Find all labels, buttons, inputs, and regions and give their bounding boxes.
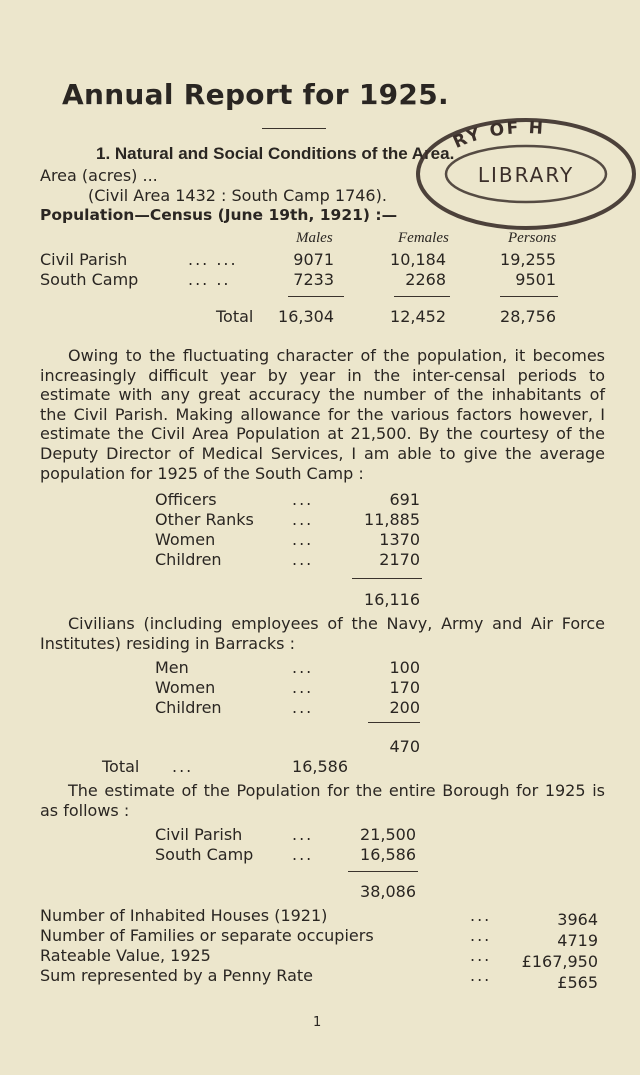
civilian-label: Men [155, 658, 189, 677]
census-row-label: Civil Parish [40, 250, 128, 269]
leader-dots: ... ... [188, 250, 238, 269]
census-total: 12,452 [390, 307, 446, 326]
military-value: 2170 [379, 550, 420, 569]
population-label: Population—Census (June 19th, 1921) :— [40, 206, 398, 224]
header-males: Males [296, 230, 333, 246]
census-total-label: Total [216, 307, 254, 326]
estimate-value: 21,500 [360, 825, 416, 844]
estimate-rule [348, 871, 418, 872]
estimate-label: South Camp [155, 845, 254, 864]
census-value: 10,184 [390, 250, 446, 269]
civilian-value: 200 [389, 698, 420, 717]
military-value: 691 [389, 490, 420, 509]
leader-dots: ... [292, 698, 314, 717]
civilians-text: Civilians (including employees of the Navy, Army and Air Force Institutes) residing in Barracks : [40, 614, 605, 653]
military-label: Officers [155, 490, 217, 509]
leader-dots: ... [470, 966, 492, 985]
estimate-label: Civil Parish [155, 825, 243, 844]
header-persons: Persons [508, 230, 557, 246]
leader-dots: ... [470, 926, 492, 945]
civilian-total: 16,586 [292, 757, 348, 776]
census-value: 7233 [293, 270, 334, 289]
population-paragraph [40, 346, 605, 483]
leader-dots: ... .. [188, 270, 231, 289]
military-label: Other Ranks [155, 510, 254, 529]
estimate-total: 38,086 [360, 882, 416, 901]
header-females: Females [398, 230, 449, 246]
stat-label: Rateable Value, 1925 [40, 946, 211, 965]
leader-dots: ... [292, 550, 314, 569]
census-value: 9071 [293, 250, 334, 269]
stamp-mid-text: LIBRARY [477, 163, 575, 187]
area-label: Area (acres) ... [40, 166, 158, 185]
page-number: 1 [313, 1015, 322, 1030]
census-row-label: South Camp [40, 270, 139, 289]
civilian-value: 170 [389, 678, 420, 697]
military-value: 1370 [379, 530, 420, 549]
stat-value: 4719 [557, 931, 598, 950]
census-value: 19,255 [500, 250, 556, 269]
military-value: 11,885 [364, 510, 420, 529]
civilian-total-label: Total [102, 757, 140, 776]
civilian-value: 100 [389, 658, 420, 677]
stat-label: Sum represented by a Penny Rate [40, 966, 313, 985]
military-rule [352, 578, 422, 579]
estimate-value: 16,586 [360, 845, 416, 864]
stat-value: 3964 [557, 910, 598, 929]
leader-dots: ... [292, 530, 314, 549]
area-detail: (Civil Area 1432 : South Camp 1746). [88, 186, 387, 205]
leader-dots: ... [292, 678, 314, 697]
military-label: Children [155, 550, 222, 569]
leader-dots: ... [172, 757, 194, 776]
leader-dots: ... [292, 845, 314, 864]
census-value: 9501 [515, 270, 556, 289]
civilian-subtotal: 470 [389, 737, 420, 756]
leader-dots: ... [292, 658, 314, 677]
census-total: 16,304 [278, 307, 334, 326]
stamp-top-text: RY OF H [450, 118, 546, 153]
census-total: 28,756 [500, 307, 556, 326]
leader-dots: ... [470, 906, 492, 925]
stat-label: Number of Families or separate occupiers [40, 926, 374, 945]
leader-dots: ... [470, 946, 492, 965]
library-stamp [398, 116, 640, 276]
total-rule [288, 296, 344, 297]
leader-dots: ... [292, 490, 314, 509]
census-value: 2268 [405, 270, 446, 289]
civilian-rule [368, 722, 420, 723]
leader-dots: ... [292, 825, 314, 844]
paragraph-text: Owing to the fluctuating character of the population, it becomes increasingly difficult year by year in the inter-censal periods to estimate with any great accuracy the number of the inhabitants of the Civil Parish. Making allowance for the various factors however, I estimate the Civil Area Population at 21,500. By the courtesy of the Deputy Director of Medical Services, I am able to give the average population for 1925 of the South Camp : [40, 346, 605, 483]
military-total: 16,116 [364, 590, 420, 609]
civilian-label: Women [155, 678, 216, 697]
leader-dots: ... [292, 510, 314, 529]
total-rule [394, 296, 450, 297]
page-title: Annual Report for 1925. [62, 78, 449, 111]
section-heading: 1. Natural and Social Conditions of the Area. [96, 144, 455, 163]
stat-label: Number of Inhabited Houses (1921) [40, 906, 328, 925]
civilian-label: Children [155, 698, 222, 717]
stat-value: £167,950 [521, 952, 598, 971]
military-label: Women [155, 530, 216, 549]
estimate-text: The estimate of the Population for the entire Borough for 1925 is as follows : [40, 781, 605, 820]
stat-value: £565 [557, 973, 598, 992]
total-rule [500, 296, 558, 297]
title-rule [262, 128, 326, 129]
